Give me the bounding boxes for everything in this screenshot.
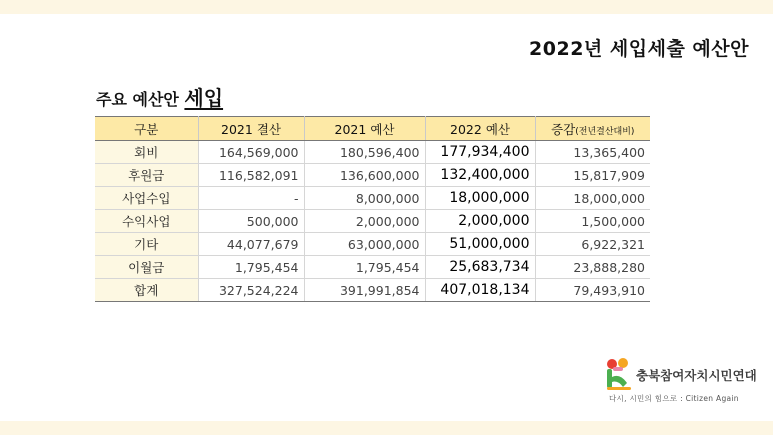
cell-change: 1,500,000 <box>535 210 650 233</box>
cell-budget-2021: 63,000,000 <box>304 233 425 256</box>
row-category: 이월금 <box>95 256 198 279</box>
cell-settle-2021: 44,077,679 <box>198 233 304 256</box>
cell-settle-2021: 327,524,224 <box>198 279 304 302</box>
table-row <box>95 187 650 210</box>
table-row <box>95 164 650 187</box>
organization-tagline: 다시, 시민의 힘으로 : Citizen Again <box>609 394 739 403</box>
table-row <box>95 233 650 256</box>
cell-change: 23,888,280 <box>535 256 650 279</box>
people-hands-logo-icon <box>603 357 633 391</box>
cell-budget-2021: 136,600,000 <box>304 164 425 187</box>
cell-budget-2021: 1,795,454 <box>304 256 425 279</box>
slide-title: 2022년 세입세출 예산안 <box>529 38 749 60</box>
section-title <box>96 82 223 111</box>
table-row <box>95 256 650 279</box>
cell-settle-2021: 116,582,091 <box>198 164 304 187</box>
cell-budget-2022: 132,400,000 <box>425 164 535 187</box>
cell-change: 13,365,400 <box>535 141 650 164</box>
bottom-band <box>0 421 773 435</box>
cell-budget-2021: 8,000,000 <box>304 187 425 210</box>
row-category: 수익사업 <box>95 210 198 233</box>
cell-change: 18,000,000 <box>535 187 650 210</box>
header-change-note: (전년결산대비) <box>575 126 635 137</box>
header-change <box>535 117 650 141</box>
cell-budget-2021: 391,991,854 <box>304 279 425 302</box>
header-budget-2021: 2021 예산 <box>304 117 425 141</box>
cell-budget-2021: 180,596,400 <box>304 141 425 164</box>
cell-settle-2021: 164,569,000 <box>198 141 304 164</box>
organization-name: 충북참여자치시민연대 <box>636 368 757 383</box>
header-category: 구분 <box>95 117 198 141</box>
row-category: 사업수입 <box>95 187 198 210</box>
cell-settle-2021: 500,000 <box>198 210 304 233</box>
organization-logo <box>603 355 771 407</box>
row-category: 후원금 <box>95 164 198 187</box>
row-category: 합계 <box>95 279 198 302</box>
cell-budget-2021: 2,000,000 <box>304 210 425 233</box>
row-category: 기타 <box>95 233 198 256</box>
cell-budget-2022: 18,000,000 <box>425 187 535 210</box>
cell-change: 79,493,910 <box>535 279 650 302</box>
header-budget-2022: 2022 예산 <box>425 117 535 141</box>
cell-budget-2022: 51,000,000 <box>425 233 535 256</box>
cell-settle-2021: 1,795,454 <box>198 256 304 279</box>
budget-table <box>95 116 650 302</box>
cell-budget-2022: 25,683,734 <box>425 256 535 279</box>
row-category: 회비 <box>95 141 198 164</box>
cell-budget-2022: 2,000,000 <box>425 210 535 233</box>
header-change-label: 증감 <box>551 121 576 137</box>
table-header-row <box>95 117 650 141</box>
cell-change: 6,922,321 <box>535 233 650 256</box>
table-row <box>95 210 650 233</box>
header-settle-2021: 2021 결산 <box>198 117 304 141</box>
table-row <box>95 141 650 164</box>
cell-budget-2022: 407,018,134 <box>425 279 535 302</box>
table-total-row <box>95 279 650 302</box>
section-title-prefix: 주요 예산안 <box>96 90 185 109</box>
cell-change: 15,817,909 <box>535 164 650 187</box>
top-band <box>0 0 773 14</box>
section-title-emphasis: 세입 <box>184 86 224 110</box>
cell-budget-2022: 177,934,400 <box>425 141 535 164</box>
cell-settle-2021: - <box>198 187 304 210</box>
